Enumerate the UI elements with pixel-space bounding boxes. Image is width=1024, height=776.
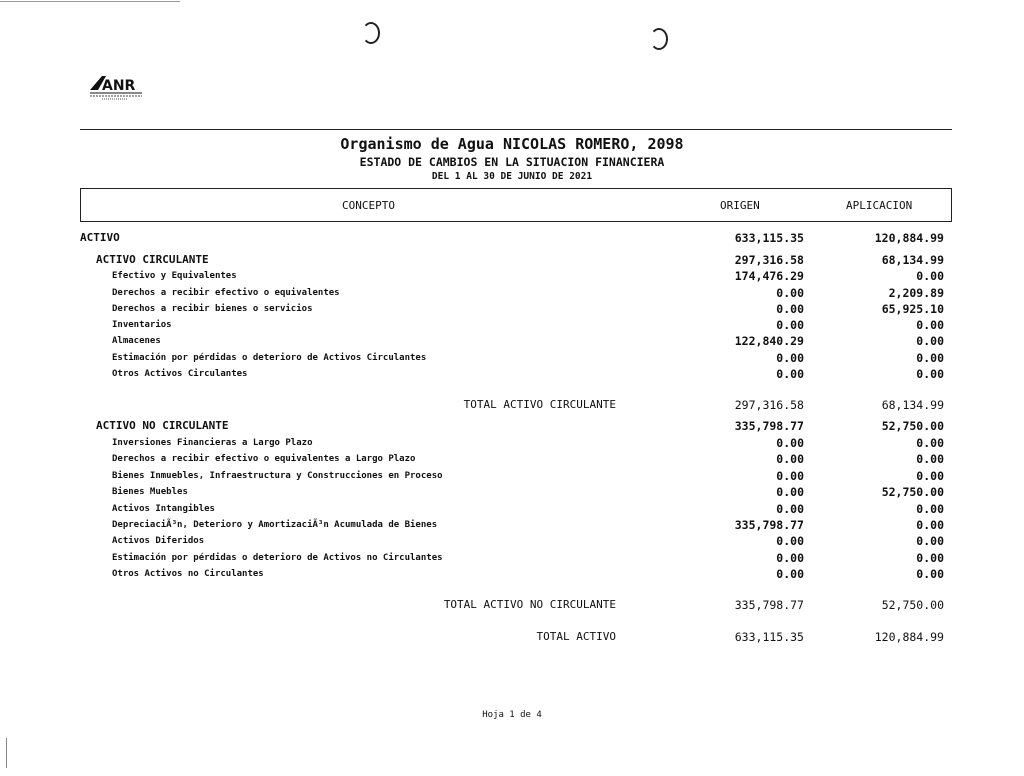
row-origin: 0.00 [776, 367, 804, 381]
row-label: Activos Intangibles [112, 504, 215, 514]
row-label: Estimación por pérdidas o deterioro de Activos Circulantes [112, 353, 427, 363]
row-application: 0.00 [916, 469, 944, 483]
logo [88, 74, 144, 104]
report-period: DEL 1 AL 30 DE JUNIO DE 2021 [431, 171, 593, 182]
row-application: 2,209.89 [888, 286, 944, 300]
table-row [0, 534, 1024, 550]
col-application: APLICACION [846, 199, 913, 212]
table-row [0, 469, 1024, 485]
col-origin: ORIGEN [720, 199, 760, 212]
table-row [0, 452, 1024, 468]
punch-hole-right [650, 28, 668, 50]
row-application: 52,750.00 [881, 419, 944, 433]
row-label: ACTIVO [80, 231, 120, 244]
table-row [0, 302, 1024, 318]
row-application: 52,750.00 [881, 485, 944, 499]
column-header-box [80, 188, 952, 222]
table-row [0, 334, 1024, 350]
row-application: 120,884.99 [874, 231, 944, 245]
row-application: 65,925.10 [881, 302, 944, 316]
table-row [0, 269, 1024, 285]
row-label: Bienes Muebles [112, 487, 188, 497]
row-application: 0.00 [916, 318, 944, 332]
anr-logo-icon [88, 74, 144, 104]
row-label: Estimación por pérdidas o deterioro de Activos no Circulantes [112, 553, 443, 563]
row-origin: 0.00 [776, 567, 804, 581]
row-label: ACTIVO CIRCULANTE [96, 253, 209, 266]
row-application: 0.00 [916, 551, 944, 565]
row-origin: 0.00 [776, 534, 804, 548]
total-label: TOTAL ACTIVO NO CIRCULANTE [443, 598, 616, 611]
row-application: 0.00 [916, 452, 944, 466]
row-origin: 633,115.35 [734, 231, 804, 245]
row-origin: 0.00 [776, 485, 804, 499]
row-origin: 297,316.58 [734, 253, 804, 267]
report-title: ESTADO DE CAMBIOS EN LA SITUACION FINANCIERA [359, 155, 665, 169]
row-label: Almacenes [112, 336, 161, 346]
row-origin: 174,476.29 [734, 269, 804, 283]
row-origin: 335,798.77 [734, 598, 804, 612]
row-origin: 0.00 [776, 302, 804, 316]
row-application: 0.00 [916, 351, 944, 365]
row-origin: 0.00 [776, 502, 804, 516]
row-label: Inventarios [112, 320, 172, 330]
table-row [0, 351, 1024, 367]
table-row [0, 286, 1024, 302]
row-label: Derechos a recibir efectivo o equivalentes a Largo Plazo [112, 454, 416, 464]
row-origin: 0.00 [776, 551, 804, 565]
row-origin: 0.00 [776, 436, 804, 450]
row-label: Activos Diferidos [112, 536, 205, 546]
row-application: 68,134.99 [881, 398, 944, 412]
row-origin: 0.00 [776, 469, 804, 483]
row-application: 0.00 [916, 567, 944, 581]
scan-edge-mark [6, 738, 7, 768]
table-row [0, 419, 1024, 435]
table-row [0, 318, 1024, 334]
table-row [0, 253, 1024, 269]
row-origin: 0.00 [776, 286, 804, 300]
row-label: Efectivo y Equivalentes [112, 271, 237, 281]
row-application: 0.00 [916, 269, 944, 283]
row-application: 0.00 [916, 436, 944, 450]
table-row [0, 567, 1024, 583]
row-origin: 335,798.77 [734, 518, 804, 532]
table-row [0, 231, 1024, 247]
table-row [0, 485, 1024, 501]
row-origin: 335,798.77 [734, 419, 804, 433]
total-row [0, 398, 1024, 414]
row-label: Derechos a recibir bienes o servicios [112, 304, 313, 314]
row-application: 52,750.00 [881, 598, 944, 612]
row-label: Otros Activos Circulantes [112, 369, 248, 379]
row-origin: 633,115.35 [734, 630, 804, 644]
table-row [0, 502, 1024, 518]
total-row [0, 598, 1024, 614]
row-application: 68,134.99 [881, 253, 944, 267]
total-row [0, 630, 1024, 646]
row-label: Derechos a recibir efectivo o equivalentes [112, 288, 340, 298]
header-rule [80, 129, 952, 130]
row-application: 0.00 [916, 502, 944, 516]
scan-edge-line [0, 1, 180, 2]
page-number: Hoja 1 de 4 [482, 710, 542, 720]
total-label: TOTAL ACTIVO [536, 630, 616, 643]
col-concept: CONCEPTO [342, 199, 395, 212]
total-label: TOTAL ACTIVO CIRCULANTE [463, 398, 616, 411]
row-origin: 0.00 [776, 318, 804, 332]
punch-hole-left [362, 22, 380, 44]
organism-title: Organismo de Agua NICOLAS ROMERO, 2098 [340, 135, 684, 153]
row-label: ACTIVO NO CIRCULANTE [96, 419, 229, 432]
row-label: Inversiones Financieras a Largo Plazo [112, 438, 313, 448]
row-application: 0.00 [916, 518, 944, 532]
row-label: DepreciaciÃ³n, Deterioro y AmortizaciÃ³n Acumulada de Bienes [112, 520, 438, 530]
row-origin: 122,840.29 [734, 334, 804, 348]
row-application: 0.00 [916, 334, 944, 348]
row-origin: 0.00 [776, 351, 804, 365]
table-row [0, 551, 1024, 567]
table-row [0, 518, 1024, 534]
row-application: 0.00 [916, 534, 944, 548]
row-label: Bienes Inmuebles, Infraestructura y Construcciones en Proceso [112, 471, 443, 481]
row-origin: 297,316.58 [734, 398, 804, 412]
row-origin: 0.00 [776, 452, 804, 466]
row-label: Otros Activos no Circulantes [112, 569, 264, 579]
svg-text:ANR: ANR [102, 78, 136, 94]
table-row [0, 436, 1024, 452]
row-application: 120,884.99 [874, 630, 944, 644]
table-row [0, 367, 1024, 383]
row-application: 0.00 [916, 367, 944, 381]
